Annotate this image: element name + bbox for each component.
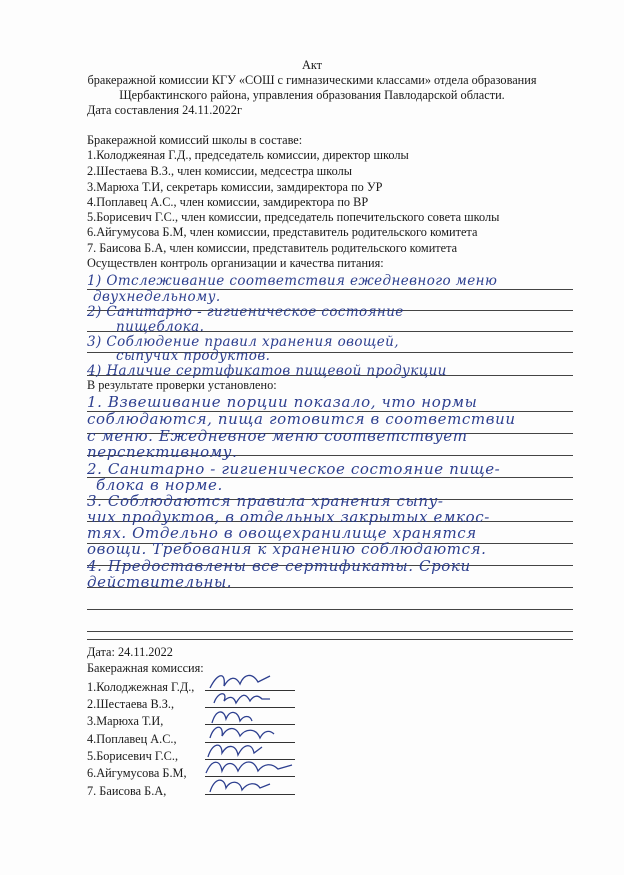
result-line: 4. Предоставлены все сертификаты. Сроки [87,557,471,575]
header-line-1: бракеражной комиссии КГУ «СОШ с гимназическими классами» отдела образования [87,73,537,87]
check-line: 3) Соблюдение правил хранения овощей, [87,334,399,350]
check-line: пищеблока. [116,319,205,335]
result-line: чих продуктов, в отдельных закрытых емкос- [87,508,490,526]
ruled-line [87,639,573,640]
footer-date: Дата: 24.11.2022 [87,645,173,659]
result-line: тях. Отдельно в овощехранилище хранятся [87,524,477,542]
ruled-line [87,631,573,632]
check-line: 2) Санитарно - гигиеническое состояние [87,304,404,320]
signature-7 [200,772,300,798]
result-line: действительны. [87,573,233,591]
result-line: соблюдаются, пища готовится в соответствии [87,410,516,428]
member-line: 2.Шестаева В.З., член комиссии, медсестра школы [87,164,352,178]
check-line: сыпучих продуктов. [116,348,271,364]
control-line: Осуществлен контроль организации и качества питания: [87,256,384,270]
commission-intro: Бракеражной комиссий школы в составе: [87,133,303,147]
results-heading: В результате проверки установлено: [87,378,277,392]
result-line: 2. Санитарно - гигиеническое состояние пище- [87,460,501,478]
result-line: блока в норме. [96,476,223,494]
member-line: 4.Поплавец А.С., член комиссии, замдиректора по ВР [87,195,369,209]
result-line: 3. Соблюдаются правила хранения сыпу- [87,492,444,510]
ruled-line [87,609,573,610]
member-line: 6.Айгумусова Б.М, член комиссии, представитель родительского комитета [87,225,478,239]
check-line: 4) Наличие сертификатов пищевой продукции [87,363,447,379]
signer-name: 2.Шестаева В.З., [87,697,175,711]
signer-name: 1.Колоджежная Г.Д., [87,680,195,694]
result-line: 1. Взвешивание порции показало, что нормы [87,393,478,411]
result-line: овощи. Требования к хранению соблюдаются. [87,540,487,558]
signer-name: 5.Борисевич Г.С., [87,749,179,763]
signer-name: 4.Поплавец А.С., [87,732,177,746]
member-line: 7. Баисова Б.А, член комиссии, представитель родительского комитета [87,241,458,255]
commission-label: Бакеражная комиссия: [87,661,204,675]
member-line: 5.Борисевич Г.С., член комиссии, председатель попечительского совета школы [87,210,500,224]
result-line: с меню. Ежедневное меню соответствует [87,427,468,445]
check-line: 1) Отслеживание соответствия ежедневного меню [87,273,498,289]
signer-name: 3.Марюха Т.И, [87,714,164,728]
signer-name: 6.Айгумусова Б.М, [87,766,187,780]
result-line: перспективному. [87,443,238,461]
date-line: Дата составления 24.11.2022г [87,103,242,117]
header-line-2: Щербактинского района, управления образования Павлодарской области. [119,88,505,102]
check-line: двухнедельному. [93,289,221,305]
member-line: 3.Марюха Т.И, секретарь комиссии, замдиректора по УР [87,180,383,194]
signer-name: 7. Баисова Б.А, [87,784,167,798]
member-line: 1.Колоджеяная Г.Д., председатель комиссии, директор школы [87,148,409,162]
document-title: Акт [301,58,323,72]
